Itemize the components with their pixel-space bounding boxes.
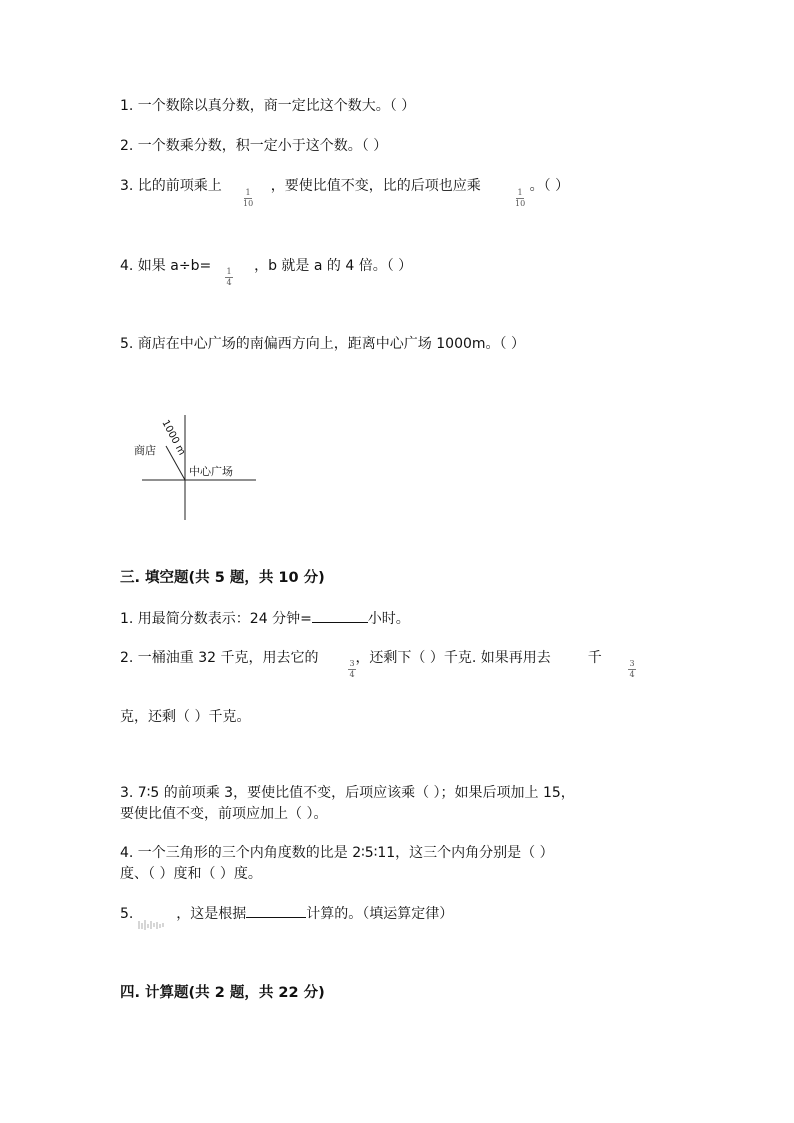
judge-question-4 xyxy=(120,256,412,276)
judge-question-4-part-a: 4. 如果 a÷b= xyxy=(120,258,212,274)
fraction-denominator: 4 xyxy=(349,670,355,679)
distance-label: 1000 m xyxy=(159,418,188,458)
fill-question-2-part-b: ，还剩下（ ）千克. 如果再用去 xyxy=(355,650,551,666)
judge-question-2: 2. 一个数乘分数，积一定小于这个数。（ ） xyxy=(120,138,388,154)
judge-question-5: 5. 商店在中心广场的南偏西方向上，距离中心广场 1000m。（ ） xyxy=(120,336,525,352)
fill-question-1 xyxy=(120,608,410,629)
fill-question-2-line-1 xyxy=(120,648,602,668)
fill-question-5-part-c: 计算的。（填运算定律） xyxy=(306,906,454,922)
fill-question-2-part-c: 千 xyxy=(587,650,602,666)
fill-section-heading: 三. 填空题(共 5 题，共 10 分) xyxy=(120,570,325,586)
calc-section-heading: 四. 计算题(共 2 题，共 22 分) xyxy=(120,985,325,1001)
fraction-denominator: 4 xyxy=(226,278,232,287)
judge-question-3 xyxy=(120,176,569,196)
fraction-one-quarter xyxy=(225,268,233,287)
fraction-numerator: 1 xyxy=(226,267,232,276)
fraction-numerator: 1 xyxy=(245,188,251,197)
fill-question-3-line-2: 要使比值不变，前项应加上（ ）。 xyxy=(120,806,328,822)
fill-question-2-line-2: 克，还剩（ ）千克。 xyxy=(120,709,251,725)
fill-question-5-part-b: ，这是根据 xyxy=(176,906,247,922)
fraction-three-quarters xyxy=(628,660,636,679)
equation-image xyxy=(137,918,167,932)
fill-question-1-part-b: 小时。 xyxy=(367,611,410,627)
fraction-three-quarters xyxy=(348,660,356,679)
judge-question-3-part-b: ，要使比值不变，比的后项也应乘 xyxy=(270,178,481,194)
judge-question-4-part-b: ，b 就是 a 的 4 倍。（ ） xyxy=(254,258,413,274)
fill-question-3-line-1: 3. 7∶5 的前项乘 3，要使比值不变，后项应该乘（ ）；如果后项加上 15， xyxy=(120,785,575,801)
fraction-numerator: 3 xyxy=(629,659,635,668)
fill-question-5-number: 5. xyxy=(120,906,134,922)
fraction-one-tenth xyxy=(243,189,253,208)
judge-question-3-part-a: 3. 比的前项乘上 xyxy=(120,178,222,194)
fraction-one-tenth xyxy=(515,189,525,208)
fraction-denominator: 4 xyxy=(629,670,635,679)
fraction-numerator: 3 xyxy=(349,659,355,668)
judge-question-3-part-c: 。（ ） xyxy=(529,178,570,194)
fraction-denominator: 10 xyxy=(243,199,254,208)
fill-question-4-line-2: 度、（ ）度和（ ）度。 xyxy=(120,866,262,882)
store-label: 商店 xyxy=(134,444,156,457)
fraction-denominator: 10 xyxy=(515,199,526,208)
fill-question-1-part-a: 1. 用最简分数表示：24 分钟= xyxy=(120,611,312,627)
fraction-numerator: 1 xyxy=(517,188,523,197)
fill-question-4-line-1: 4. 一个三角形的三个内角度数的比是 2∶5∶11，这三个内角分别是（ ） xyxy=(120,845,554,861)
fill-question-2-part-a: 2. 一桶油重 32 千克，用去它的 xyxy=(120,650,319,666)
judge-question-1: 1. 一个数除以真分数，商一定比这个数大。（ ） xyxy=(120,98,416,114)
center-square-label: 中心广场 xyxy=(189,465,233,478)
direction-diagram xyxy=(130,410,270,525)
answer-blank[interactable] xyxy=(246,903,306,918)
fill-question-5 xyxy=(120,903,453,924)
answer-blank[interactable] xyxy=(312,608,368,623)
